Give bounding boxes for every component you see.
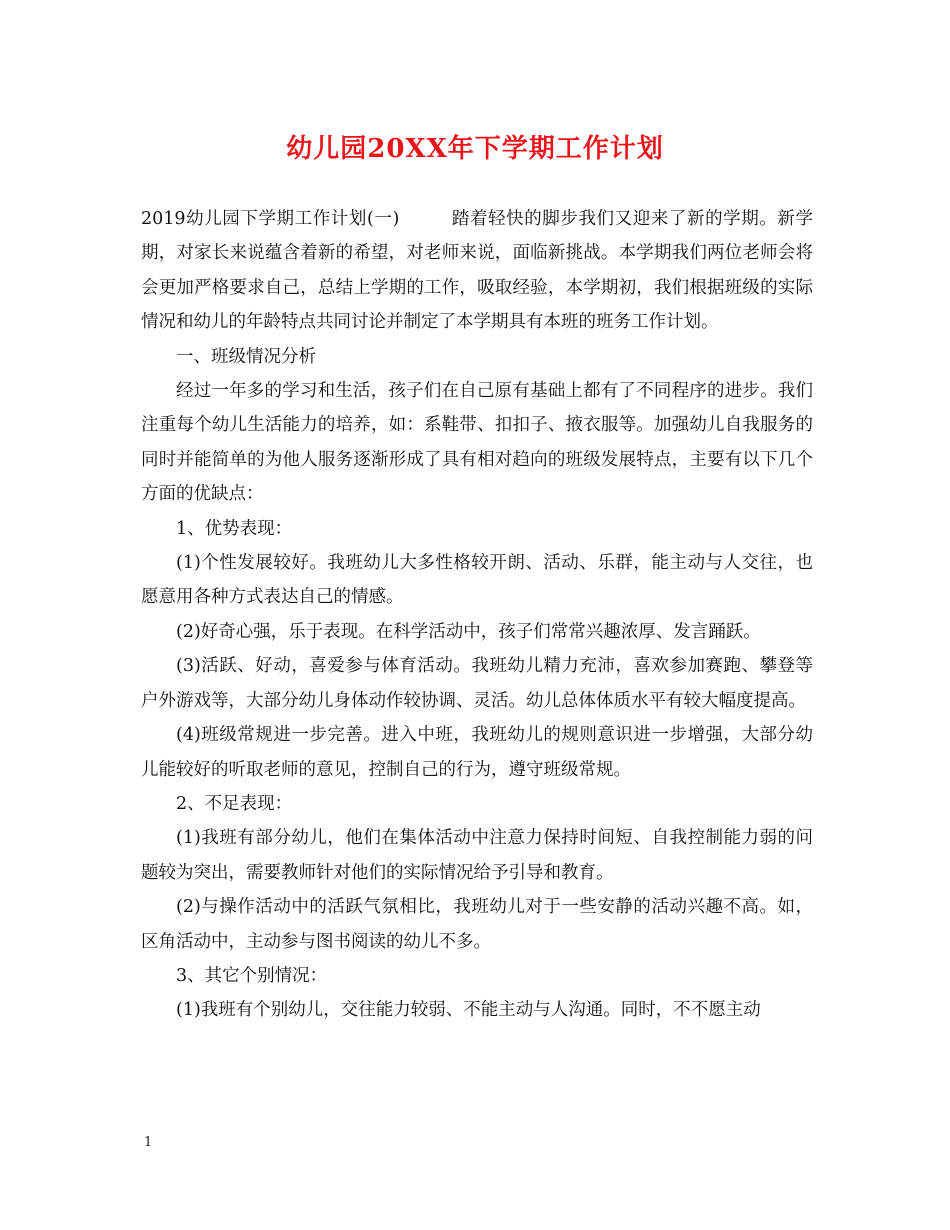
body-paragraph: 经过一年多的学习和生活，孩子们在自己原有基础上都有了不同程序的进步。我们注重每个幼儿生活能力的培养，如：系鞋带、扣扣子、掖衣服等。加强幼儿自我服务的同时并能简单的为他人服务逐渐形成了具有相对趋向的班级发展特点，主要有以下几个方面的优缺点：: [141, 381, 813, 505]
sub-heading: 3、其它个别情况：: [176, 965, 328, 986]
body-paragraph: (4)班级常规进一步完善。进入中班，我班幼儿的规则意识进一步增强，大部分幼儿能较好的听取老师的意见，控制自己的行为，遵守班级常规。: [141, 725, 813, 780]
body-paragraph: (1)个性发展较好。我班幼儿大多性格较开朗、活动、乐群，能主动与人交往，也愿意用各种方式表达自己的情感。: [141, 553, 813, 608]
page-number: 1: [144, 1135, 153, 1150]
body-paragraph: (2)好奇心强，乐于表现。在科学活动中，孩子们常常兴趣浓厚、发言踊跃。: [176, 621, 761, 642]
section-heading: 一、班级情况分析: [176, 346, 316, 367]
document-body: [141, 202, 813, 1028]
intro-label: 2019幼儿园下学期工作计划(一): [141, 209, 400, 229]
sub-heading: 1、优势表现：: [176, 518, 293, 539]
sub-heading: 2、不足表现：: [176, 793, 293, 814]
intro-paragraph: [141, 202, 813, 340]
body-paragraph: (2)与操作活动中的活跃气氛相比，我班幼儿对于一些安静的活动兴趣不高。如，区角活动中，主动参与图书阅读的幼儿不多。: [141, 897, 813, 952]
body-paragraph: (3)活跃、好动，喜爱参与体育活动。我班幼儿精力充沛，喜欢参加赛跑、攀登等户外游戏等，大部分幼儿身体动作较协调、灵活。幼儿总体体质水平有较大幅度提高。: [141, 656, 813, 711]
body-paragraph: (1)我班有个别幼儿，交往能力较弱、不能主动与人沟通。同时，不不愿主动: [176, 1000, 761, 1021]
body-paragraph: (1)我班有部分幼儿，他们在集体活动中注意力保持时间短、自我控制能力弱的问题较为突出，需要教师针对他们的实际情况给予引导和教育。: [141, 828, 813, 883]
document-title: 幼儿园20XX年下学期工作计划: [286, 134, 664, 164]
intro-text: 踏着轻快的脚步我们又迎来了新的学期。新学期，对家长来说蕴含着新的希望，对老师来说，面临新挑战。本学期我们两位老师会将会更加严格要求自己，总结上学期的工作，吸取经验，本学期初，我们根据班级的实际情况和幼儿的年龄特点共同讨论并制定了本学期具有本班的班务工作计划。: [141, 209, 813, 333]
